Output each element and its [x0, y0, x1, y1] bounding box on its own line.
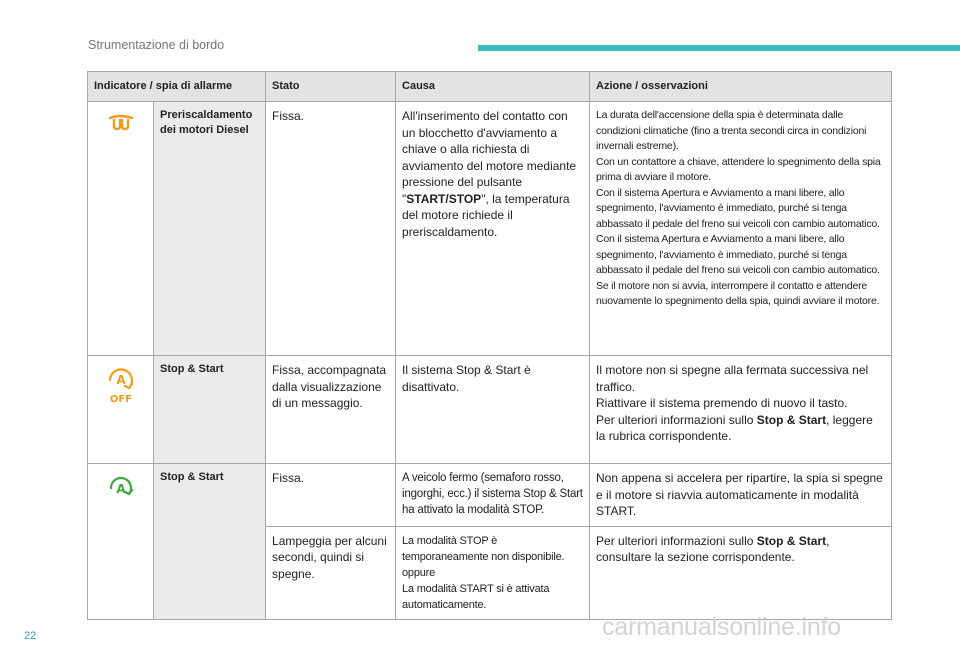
azione-cell: Non appena si accelera per ripartire, la spia si spegne e il motore si riavvia automaticamente in modalità START.	[590, 464, 892, 527]
azione-line: Se il motore non si avvia, interrompere il contatto e attendere nuovamente lo spegnimento della spia, quindi avviare il motore.	[596, 279, 880, 307]
site-watermark: carmanualsonline.info	[602, 613, 842, 641]
stop-start-off-icon-letter: A	[115, 373, 126, 387]
icon-cell	[88, 356, 154, 464]
table-row	[88, 464, 892, 527]
azione-text: , consultare la sezione corrispondente.	[596, 533, 830, 564]
stato-cell: Lampeggia per alcuni secondi, quindi si spegne.	[266, 526, 396, 619]
azione-text: Per ulteriori informazioni sullo	[596, 533, 757, 548]
stato-cell: Fissa.	[266, 102, 396, 356]
stop-start-active-icon	[107, 476, 135, 505]
azione-line	[596, 412, 885, 445]
table-row	[88, 356, 892, 464]
indicator-name: Preriscaldamento dei motori Diesel	[154, 102, 266, 356]
azione-line: Il motore non si spegne alla fermata successiva nel traffico.	[596, 363, 869, 394]
stato-cell: Fissa.	[266, 464, 396, 527]
stop-start-off-icon-sub: OFF	[109, 394, 132, 404]
causa-text: All'inserimento del contatto con un blocchetto d'avviamento a chiave o alla richiesta di avviamento del motore mediante pressione del pulsante "	[402, 109, 577, 206]
causa-cell	[396, 102, 590, 356]
column-header-azione: Azione / osservazioni	[590, 72, 892, 102]
icon-cell	[88, 464, 154, 620]
indicator-name: Stop & Start	[154, 356, 266, 464]
table-row	[88, 102, 892, 356]
stop-start-label: Stop & Start	[756, 412, 827, 427]
azione-line: Riattivare il sistema premendo di nuovo il tasto.	[596, 396, 848, 410]
column-header-stato: Stato	[266, 72, 396, 102]
start-stop-label: START/STOP	[406, 191, 482, 206]
causa-cell: Il sistema Stop & Start è disattivato.	[396, 356, 590, 464]
column-header-causa: Causa	[396, 72, 590, 102]
stop-start-label: Stop & Start	[756, 533, 827, 548]
header-accent-bar	[478, 45, 960, 51]
stop-start-off-icon	[106, 368, 136, 409]
causa-line: La modalità STOP è temporaneamente non disponibile.	[402, 534, 565, 563]
indicator-name: Stop & Start	[154, 464, 266, 620]
indicator-table	[87, 71, 892, 620]
azione-line: La durata dell'accensione della spia è determinata dalle condizioni climatiche (fino a trenta secondi circa in condizioni invernali estreme).	[596, 109, 867, 152]
causa-cell: A veicolo fermo (semaforo rosso, ingorghi, ecc.) il sistema Stop & Start ha attivato la modalità STOP.	[396, 464, 590, 527]
table-header-row	[88, 72, 892, 102]
azione-line: Con un contattore a chiave, attendere lo spegnimento della spia prima di avviare il motore.	[596, 155, 881, 183]
preheating-coil-icon	[108, 114, 134, 137]
azione-cell	[590, 102, 892, 356]
stato-cell: Fissa, accompagnata dalla visualizzazione di un messaggio.	[266, 356, 396, 464]
column-header-indicator: Indicatore / spia di allarme	[88, 72, 266, 102]
azione-text: Per ulteriori informazioni sullo	[596, 412, 757, 427]
azione-cell	[590, 526, 892, 619]
icon-cell	[88, 102, 154, 356]
causa-cell	[396, 526, 590, 619]
causa-line: La modalità START si è attivata automaticamente.	[402, 582, 550, 611]
azione-cell	[590, 356, 892, 464]
azione-line: Con il sistema Apertura e Avviamento a mani libere, allo spegnimento, l'avviamento è immediato, purché si tenga abbassato il pedale del freno sui veicoli con cambio automatico.	[596, 186, 880, 230]
azione-line: Con il sistema Apertura e Avviamento a mani libere, allo spegnimento, l'avviamento è immediato, purché si tenga abbassato il pedale del freno sui veicoli con cambio automatico.	[596, 233, 880, 276]
page-section-title: Strumentazione di bordo	[88, 38, 225, 52]
causa-line: oppure	[402, 566, 436, 579]
stop-start-active-icon-letter: A	[115, 482, 126, 496]
page-number: 22	[24, 630, 37, 642]
causa-text: ", la temperatura del motore richiede il preriscaldamento.	[402, 191, 570, 239]
azione-text: , leggere la rubrica corrispondente.	[596, 412, 873, 443]
